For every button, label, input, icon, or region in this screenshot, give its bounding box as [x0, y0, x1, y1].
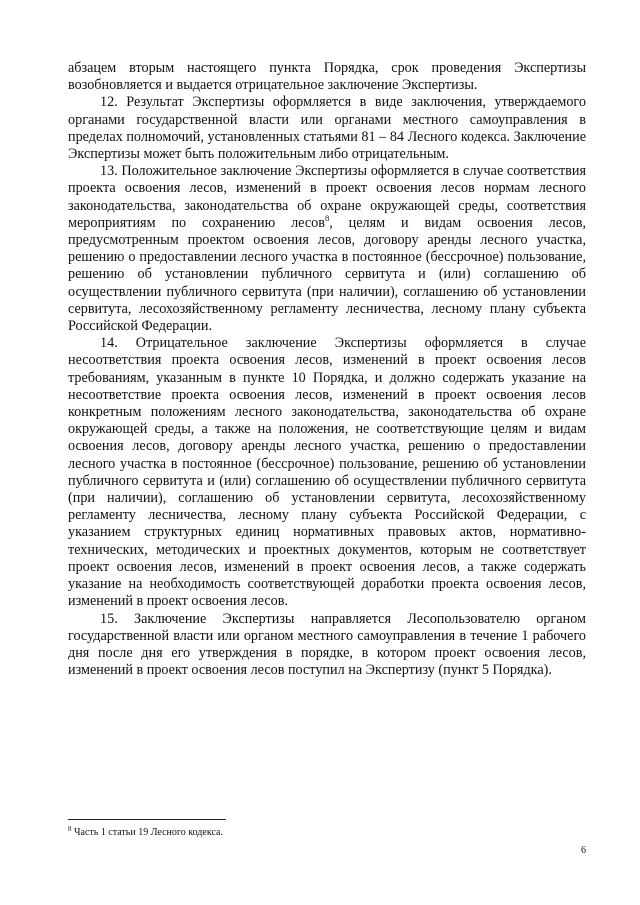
- paragraph-15: 15. Заключение Экспертизы направляется Лесопользователю органом государственной власти или органом местного самоуправления в течение 1 рабочего дня после дня его утверждения в порядке, в котором проект освоения лесов, изменений в проект освоения лесов поступил на Экспертизу (пункт 5 Порядка).: [68, 610, 586, 679]
- paragraph-13-text-after: , целям и видам освоения лесов, предусмотренным проектом освоения лесов, договору аренды лесного участка, решению о предоставлении лесного участка в постоянное (бессрочное) пользование, решению об установлении публичного сервитута и (или) соглашению об осуществлении публичного сервитута (при наличии), соглашению об установлении сервитута, лесохозяйственному регламенту лесничества, лесному плану субъекта Российской Федерации.: [68, 214, 587, 335]
- footnote-divider: [68, 819, 226, 820]
- footnote: [68, 826, 468, 839]
- page-number: 6: [581, 845, 586, 856]
- paragraph-14: 14. Отрицательное заключение Экспертизы оформляется в случае несоответствия проекта освоения лесов, изменений в проект освоения лесов требованиям, указанным в пункте 10 Порядка, и должно содержать указание на несоответствие проекта освоения лесов, изменений в проект освоения лесов конкретным положениям лесного законодательства, законодательства об охране окружающей среды, а также на положения, не соответствующие целям и видам освоения лесов, договору аренды лесного участка, решению о предоставлении лесного участка в постоянное (бессрочное) пользование, решению об установлении публичного сервитута и (или) соглашению об осуществлении публичного сервитута (при наличии), соглашению об установлении сервитута, лесохозяйственному регламенту лесничества, лесному плану субъекта Российской Федерации, с указанием структурных единиц нормативных правовых актов, нормативно-технических, методических и проектных документов, которым не соответствует проект освоения лесов, изменений в проект освоения лесов, а также содержать указание на необходимость соответствующей доработки проекта освоения лесов, изменений в проект освоения лесов.: [68, 335, 586, 610]
- footnote-text: Часть 1 статьи 19 Лесного кодекса.: [71, 827, 223, 838]
- paragraph-13-text-before: 13. Положительное заключение Экспертизы оформляется в случае соответствия проекта освоения лесов, изменений в проект освоения лесов нормам лесного законодательства, законодательства об охране окружающей среды, соответствия мероприятиям по сохранению лесов: [68, 163, 586, 231]
- paragraph-12: 12. Результат Экспертизы оформляется в виде заключения, утверждаемого органами государственной власти или органами местного самоуправления в пределах полномочий, установленных статьями 81 – 84 Лесного кодекса. Заключение Экспертизы может быть положительным либо отрицательным.: [68, 94, 586, 163]
- paragraph-continuation: абзацем вторым настоящего пункта Порядка, срок проведения Экспертизы возобновляется и выдается отрицательное заключение Экспертизы.: [68, 60, 586, 94]
- footnote-marker: 8: [68, 825, 72, 833]
- footnote-reference: 8: [324, 212, 330, 223]
- paragraph-13: [68, 163, 586, 335]
- body-text: [68, 60, 586, 679]
